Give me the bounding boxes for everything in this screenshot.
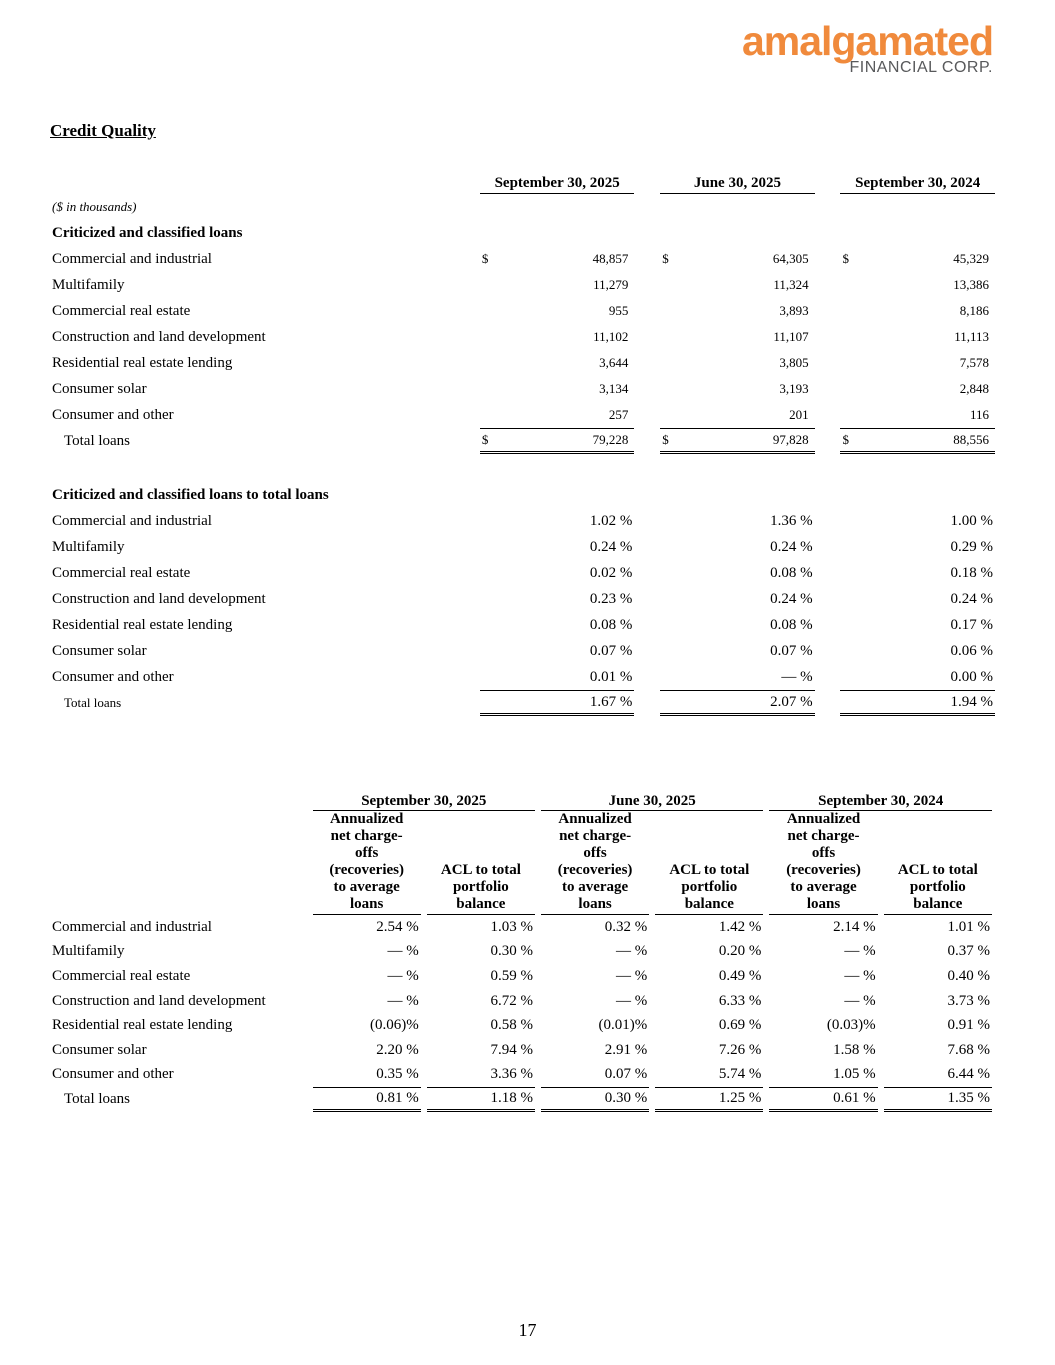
cell-value: 3,805 xyxy=(779,355,809,370)
header-line: Annualized xyxy=(329,811,404,827)
spacer-row xyxy=(52,454,995,482)
cell-value: 2.54 % xyxy=(376,918,419,935)
cell-value: — % xyxy=(615,943,648,960)
table-row xyxy=(52,534,995,560)
cell-value: 5.74 % xyxy=(718,1066,762,1083)
cell-value: 0.58 % xyxy=(490,1017,533,1034)
column-header-net-charge-offs xyxy=(313,811,421,915)
row-label: Total loans xyxy=(64,695,122,710)
cell-value: 0.07 % xyxy=(589,642,633,659)
table1-header-row xyxy=(52,168,995,194)
row-label: Total loans xyxy=(64,1090,131,1107)
cell-value: 0.08 % xyxy=(770,564,813,581)
currency-symbol: $ xyxy=(840,428,855,454)
cell-value: (0.01)% xyxy=(598,1017,648,1034)
cell-value: 11,279 xyxy=(593,277,629,292)
row-label: Consumer solar xyxy=(52,380,147,397)
cell-value: 3.36 % xyxy=(490,1066,533,1083)
cell-value: 0.40 % xyxy=(947,967,990,984)
cell-value: 7.68 % xyxy=(947,1041,990,1058)
cell-value: 1.35 % xyxy=(884,1087,992,1112)
cell-value: 45,329 xyxy=(953,251,989,266)
cell-value: 2.91 % xyxy=(604,1041,648,1058)
table-row xyxy=(52,324,995,350)
table2-subheader-row xyxy=(52,811,992,915)
table-row xyxy=(52,376,995,402)
header-line: to average xyxy=(561,879,629,895)
cell-value: (0.06)% xyxy=(370,1017,419,1034)
currency-symbol: $ xyxy=(842,251,849,266)
cell-value: 1.94 % xyxy=(840,690,995,716)
cell-value: 6.44 % xyxy=(947,1066,990,1083)
cell-value: — % xyxy=(387,943,419,960)
table-row xyxy=(52,560,995,586)
cell-value: 1.36 % xyxy=(770,512,813,529)
cell-value: 7,578 xyxy=(959,355,989,370)
cell-value: 8,186 xyxy=(959,303,989,318)
cell-value: 0.35 % xyxy=(376,1066,419,1083)
currency-symbol: $ xyxy=(662,251,669,266)
charge-offs-acl-table xyxy=(52,788,992,1112)
header-line: loans xyxy=(806,896,841,912)
cell-value: — % xyxy=(387,967,419,984)
header-line: offs xyxy=(811,845,836,861)
cell-value: 0.61 % xyxy=(769,1087,877,1112)
cell-value: 1.03 % xyxy=(490,918,533,935)
cell-value: — % xyxy=(615,967,648,984)
row-label: Commercial real estate xyxy=(52,302,191,319)
cell-value: 1.58 % xyxy=(833,1041,876,1058)
section-b-title-label: Criticized and classified loans to total loans xyxy=(52,486,329,503)
cell-value: 0.24 % xyxy=(589,538,633,555)
cell-value: 0.30 % xyxy=(541,1087,649,1112)
cell-value: 2.20 % xyxy=(376,1041,419,1058)
cell-value: 257 xyxy=(608,407,629,422)
row-label: Construction and land development xyxy=(52,992,266,1009)
header-line: (recoveries) xyxy=(786,862,861,878)
cell-value: 1.25 % xyxy=(655,1087,763,1112)
cell-value: 1.05 % xyxy=(833,1066,876,1083)
table-row xyxy=(52,1038,992,1063)
table2-period-row xyxy=(52,788,992,811)
row-label: Construction and land development xyxy=(52,328,266,345)
cell-value: 11,102 xyxy=(593,329,629,344)
cell-value: 0.49 % xyxy=(718,967,762,984)
header-line: balance xyxy=(456,896,506,912)
section-b-title xyxy=(52,482,995,508)
cell-value: 79,228 xyxy=(495,428,635,454)
header-line: ACL to total xyxy=(440,862,521,878)
cell-value: 0.00 % xyxy=(950,668,993,685)
cell-value: 0.91 % xyxy=(947,1017,990,1034)
header-line: net charge- xyxy=(559,828,632,844)
cell-value: 7.94 % xyxy=(490,1041,533,1058)
table-row xyxy=(52,508,995,534)
currency-symbol: $ xyxy=(660,428,675,454)
cell-value: 88,556 xyxy=(855,428,995,454)
cell-value: 1.42 % xyxy=(718,918,762,935)
header-line: ACL to total xyxy=(897,862,978,878)
column-header-period: June 30, 2025 xyxy=(660,168,814,194)
table-row xyxy=(52,638,995,664)
total-row xyxy=(52,1087,992,1112)
cell-value: 0.07 % xyxy=(770,642,813,659)
header-line: portfolio xyxy=(452,879,509,895)
currency-symbol: $ xyxy=(481,251,489,266)
cell-value: 0.81 % xyxy=(313,1087,421,1112)
cell-value: 0.23 % xyxy=(589,590,633,607)
header-line: Annualized xyxy=(558,811,632,827)
cell-value: — % xyxy=(781,668,813,685)
column-header-net-charge-offs xyxy=(541,811,649,915)
cell-value: — % xyxy=(387,992,419,1009)
cell-value: 1.67 % xyxy=(480,690,634,716)
table-row xyxy=(52,989,992,1014)
criticized-loans-table xyxy=(52,168,995,716)
table-row xyxy=(52,272,995,298)
currency-symbol: $ xyxy=(480,428,495,454)
cell-value: 0.01 % xyxy=(589,668,633,685)
company-logo xyxy=(742,20,993,76)
table-row xyxy=(52,350,995,376)
cell-value: 48,857 xyxy=(592,251,629,266)
cell-value: 0.24 % xyxy=(770,538,813,555)
header-line: portfolio xyxy=(681,879,738,895)
table-row xyxy=(52,612,995,638)
page-number: 17 xyxy=(518,1320,537,1340)
header-line: offs xyxy=(583,845,607,861)
row-label: Multifamily xyxy=(52,276,125,293)
row-label: Consumer and other xyxy=(52,406,174,423)
cell-value: 7.26 % xyxy=(718,1041,762,1058)
table-row xyxy=(52,402,995,428)
header-line: balance xyxy=(684,896,734,912)
table-row xyxy=(52,915,992,940)
cell-value: 116 xyxy=(969,407,989,422)
total-row xyxy=(52,428,995,454)
cell-value: 0.37 % xyxy=(947,943,990,960)
header-line: loans xyxy=(349,896,384,912)
row-label: Consumer solar xyxy=(52,642,147,659)
cell-value: — % xyxy=(615,992,648,1009)
header-line: net charge- xyxy=(330,828,403,844)
section-a-title-label: Criticized and classified loans xyxy=(52,224,243,241)
row-label: Total loans xyxy=(64,432,131,449)
table-row xyxy=(52,664,995,690)
units-note xyxy=(52,194,995,220)
header-line: net charge- xyxy=(787,828,860,844)
logo-subtitle: FINANCIAL CORP. xyxy=(849,59,993,76)
header-line: to average xyxy=(790,879,857,895)
cell-value: 0.59 % xyxy=(490,967,533,984)
cell-value: 201 xyxy=(789,407,809,422)
cell-value: 6.72 % xyxy=(490,992,533,1009)
row-label: Multifamily xyxy=(52,538,125,555)
row-label: Residential real estate lending xyxy=(52,354,233,371)
cell-value: 0.32 % xyxy=(604,918,648,935)
row-label: Consumer and other xyxy=(52,1066,174,1083)
cell-value: 11,107 xyxy=(773,329,809,344)
header-line: offs xyxy=(354,845,379,861)
cell-value: 1.18 % xyxy=(427,1087,535,1112)
cell-value: 0.24 % xyxy=(950,590,993,607)
table-row xyxy=(52,298,995,324)
cell-value: 0.02 % xyxy=(589,564,633,581)
row-label: Multifamily xyxy=(52,943,125,960)
row-label: Consumer solar xyxy=(52,1041,147,1058)
cell-value: 2.07 % xyxy=(660,690,814,716)
header-line: Annualized xyxy=(786,811,861,827)
section-a-title xyxy=(52,220,995,246)
cell-value: 1.02 % xyxy=(589,512,633,529)
cell-value: — % xyxy=(844,967,876,984)
column-header-period: June 30, 2025 xyxy=(541,788,763,811)
cell-value: 0.07 % xyxy=(604,1066,648,1083)
cell-value: 13,386 xyxy=(953,277,989,292)
column-header-period: September 30, 2025 xyxy=(313,788,535,811)
cell-value: 0.30 % xyxy=(490,943,533,960)
cell-value: 0.24 % xyxy=(770,590,813,607)
table-row xyxy=(52,1013,992,1038)
column-header-acl xyxy=(884,811,992,915)
table-row xyxy=(52,246,995,272)
cell-value: 3.73 % xyxy=(947,992,990,1009)
row-label: Commercial real estate xyxy=(52,967,191,984)
cell-value: 6.33 % xyxy=(718,992,762,1009)
row-label: Commercial and industrial xyxy=(52,250,212,267)
cell-value: 0.06 % xyxy=(950,642,993,659)
header-line: (recoveries) xyxy=(557,862,633,878)
cell-value: 3,893 xyxy=(779,303,809,318)
column-header-period: September 30, 2025 xyxy=(480,168,634,194)
logo-wordmark: amalgamated xyxy=(741,18,993,64)
row-label: Commercial and industrial xyxy=(52,512,212,529)
cell-value: 0.29 % xyxy=(950,538,993,555)
column-header-acl xyxy=(655,811,763,915)
cell-value: 0.18 % xyxy=(950,564,993,581)
header-line: loans xyxy=(578,896,612,912)
header-line: balance xyxy=(913,896,963,912)
cell-value: 2.14 % xyxy=(833,918,876,935)
cell-value: 11,113 xyxy=(954,329,989,344)
header-line: to average xyxy=(333,879,400,895)
cell-value: 2,848 xyxy=(959,381,989,396)
table-row xyxy=(52,586,995,612)
header-line: ACL to total xyxy=(669,862,750,878)
column-header-period: September 30, 2024 xyxy=(769,788,992,811)
row-label: Residential real estate lending xyxy=(52,1017,233,1034)
cell-value: 0.08 % xyxy=(589,616,633,633)
row-label: Residential real estate lending xyxy=(52,616,233,633)
cell-value: 0.69 % xyxy=(718,1017,762,1034)
cell-value: 0.20 % xyxy=(718,943,762,960)
section-title: Credit Quality xyxy=(50,121,156,140)
cell-value: 3,193 xyxy=(779,381,809,396)
cell-value: 0.08 % xyxy=(770,616,813,633)
row-label: Commercial real estate xyxy=(52,564,191,581)
table-row xyxy=(52,1063,992,1088)
row-label: Commercial and industrial xyxy=(52,918,212,935)
cell-value: 11,324 xyxy=(773,277,809,292)
cell-value: — % xyxy=(844,943,876,960)
cell-value: (0.03)% xyxy=(826,1017,876,1034)
table-row xyxy=(52,964,992,989)
cell-value: — % xyxy=(844,992,876,1009)
units-note-label: ($ in thousands) xyxy=(52,199,137,214)
cell-value: 97,828 xyxy=(675,428,814,454)
row-label: Construction and land development xyxy=(52,590,266,607)
column-header-net-charge-offs xyxy=(769,811,877,915)
cell-value: 1.00 % xyxy=(950,512,993,529)
cell-value: 955 xyxy=(608,303,629,318)
cell-value: 3,134 xyxy=(599,381,629,396)
header-line: (recoveries) xyxy=(329,862,404,878)
cell-value: 64,305 xyxy=(772,251,809,266)
table-row xyxy=(52,940,992,965)
row-label: Consumer and other xyxy=(52,668,174,685)
column-header-period: September 30, 2024 xyxy=(840,168,995,194)
cell-value: 0.17 % xyxy=(950,616,993,633)
column-header-acl xyxy=(427,811,535,915)
cell-value: 1.01 % xyxy=(947,918,990,935)
header-line: portfolio xyxy=(909,879,966,895)
cell-value: 3,644 xyxy=(599,355,629,370)
total-row xyxy=(52,690,995,716)
